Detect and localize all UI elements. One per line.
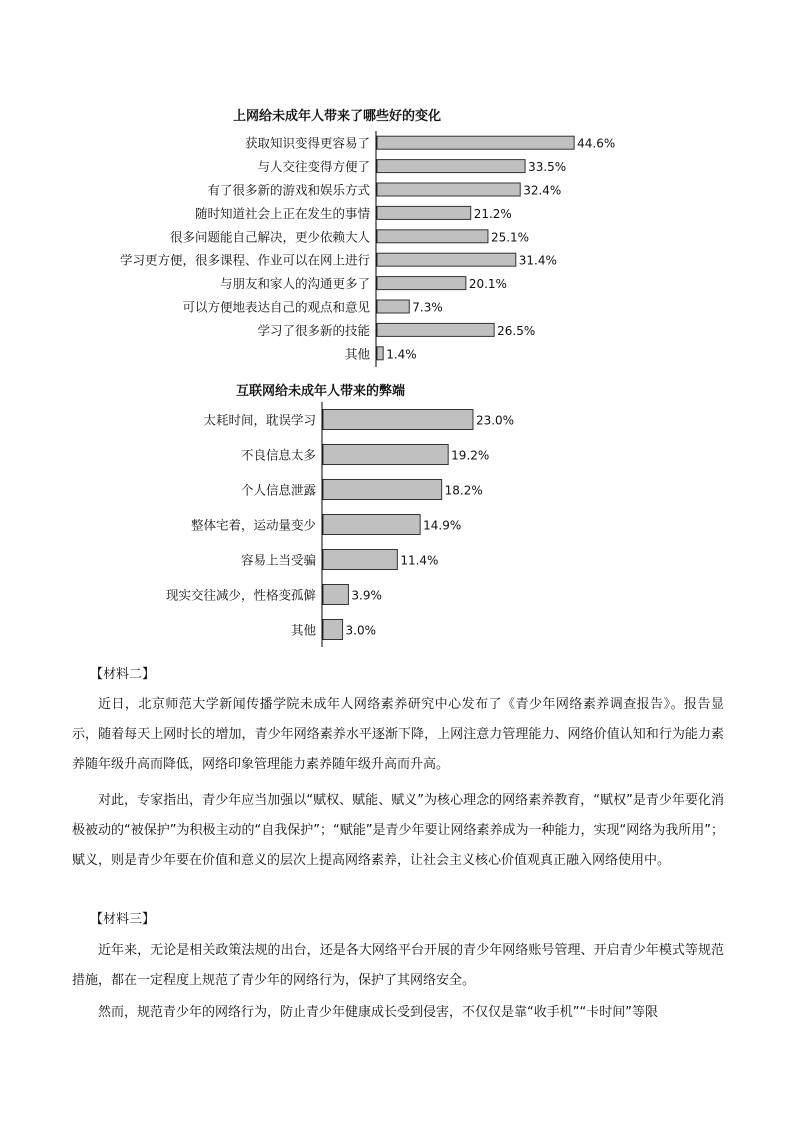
material3-paragraph-2: 然而，规范青少年的网络行为，防止青少年健康成长受到侵害，不仅仅是靠“收手机”“卡时间”等限 [98, 1005, 658, 1020]
data-label: 23.0% [475, 413, 515, 428]
category-label: 学习了很多新的技能 [257, 322, 370, 338]
material2-heading: 【材料二】 [90, 667, 156, 682]
bar [323, 445, 448, 465]
bar [377, 206, 471, 219]
bar [323, 620, 343, 640]
data-label: 19.2% [451, 448, 490, 463]
data-label: 26.5% [497, 323, 536, 338]
material2-paragraph-1: 近日，北京师范大学新闻传播学院未成年人网络素养研究中心发布了《青少年网络素养调查报告》。报告显示，随着每天上网时长的增加，青少年网络素养水平逐渐下降，上网注意力管理能力、网络价值认知和行为能力素养随年级升高而降低，网络印象管理能力素养随年级升高而升高。 [72, 697, 724, 772]
category-label: 其他 [344, 346, 370, 362]
data-label: 14.9% [423, 518, 462, 533]
category-label: 现实交往减少，性格变孤僻 [165, 587, 316, 603]
chart1-title: 上网给未成年人带来了哪些好的变化 [233, 109, 442, 124]
bar [323, 550, 397, 570]
data-label: 1.4% [386, 347, 417, 362]
category-label: 可以方便地表达自己的观点和意见 [182, 299, 370, 315]
data-label: 11.4% [400, 553, 439, 568]
category-label: 随时知道社会上正在发生的事情 [194, 205, 370, 221]
category-label: 个人信息泄露 [240, 482, 316, 498]
bar [323, 410, 473, 430]
bar [377, 136, 574, 149]
bar [377, 323, 494, 336]
data-label: 33.5% [528, 160, 567, 175]
bar [377, 277, 466, 290]
bar [377, 253, 516, 266]
data-label: 25.1% [490, 230, 530, 245]
data-label: 3.0% [345, 623, 377, 638]
category-label: 很多问题能自己解决，更少依赖大人 [169, 229, 370, 245]
data-label: 18.2% [444, 483, 483, 498]
bar [323, 480, 442, 500]
bar [323, 515, 420, 535]
category-label: 学习更方便，很多课程、作业可以在网上进行 [119, 252, 370, 268]
data-label: 31.4% [518, 253, 557, 268]
category-label: 有了很多新的游戏和娱乐方式 [207, 182, 370, 198]
bar [377, 230, 488, 243]
data-label: 21.2% [473, 206, 512, 221]
material2-paragraph-2: 对此，专家指出，青少年应当加强以“赋权、赋能、赋义”为核心理念的网络素养教育，“赋权”是青少年要化消极被动的“被保护”为积极主动的“自我保护”；“赋能”是青少年要让网络素养成为一种能力，实现“网络为我所用”；赋义，则是青少年要在价值和意义的层次上提高网络素养，让社会主义核心价值观真正融入网络使用中。 [72, 793, 724, 868]
category-label: 不良信息太多 [240, 447, 316, 463]
chart2-title: 互联网给未成年人带来的弊端 [236, 384, 406, 399]
material3-paragraph-1: 近年来，无论是相关政策法规的出台，还是各大网络平台开展的青少年网络账号管理、开启青少年模式等规范措施，都在一定程度上规范了青少年的网络行为，保护了其网络安全。 [72, 943, 724, 988]
benefits-bar-chart [0, 128, 794, 388]
data-label: 20.1% [468, 277, 507, 292]
drawbacks-bar-chart [0, 402, 794, 647]
category-label: 容易上当受骗 [240, 552, 316, 568]
bar [377, 300, 409, 313]
category-label: 整体宅着，运动量变少 [190, 517, 316, 533]
data-label: 32.4% [523, 183, 562, 198]
data-label: 7.3% [412, 300, 443, 315]
bar [377, 160, 525, 173]
category-label: 获取知识变得更容易了 [244, 135, 370, 151]
data-label: 44.6% [577, 136, 616, 151]
category-label: 太耗时间，耽误学习 [203, 412, 316, 428]
bar [323, 585, 348, 605]
category-label: 其他 [290, 622, 316, 638]
material3-heading: 【材料三】 [90, 912, 156, 927]
category-label: 与人交往变得方便了 [257, 159, 370, 175]
data-label: 3.9% [351, 588, 382, 603]
bar [377, 183, 520, 196]
bar [377, 347, 383, 360]
category-label: 与朋友和家人的沟通更多了 [219, 276, 370, 292]
